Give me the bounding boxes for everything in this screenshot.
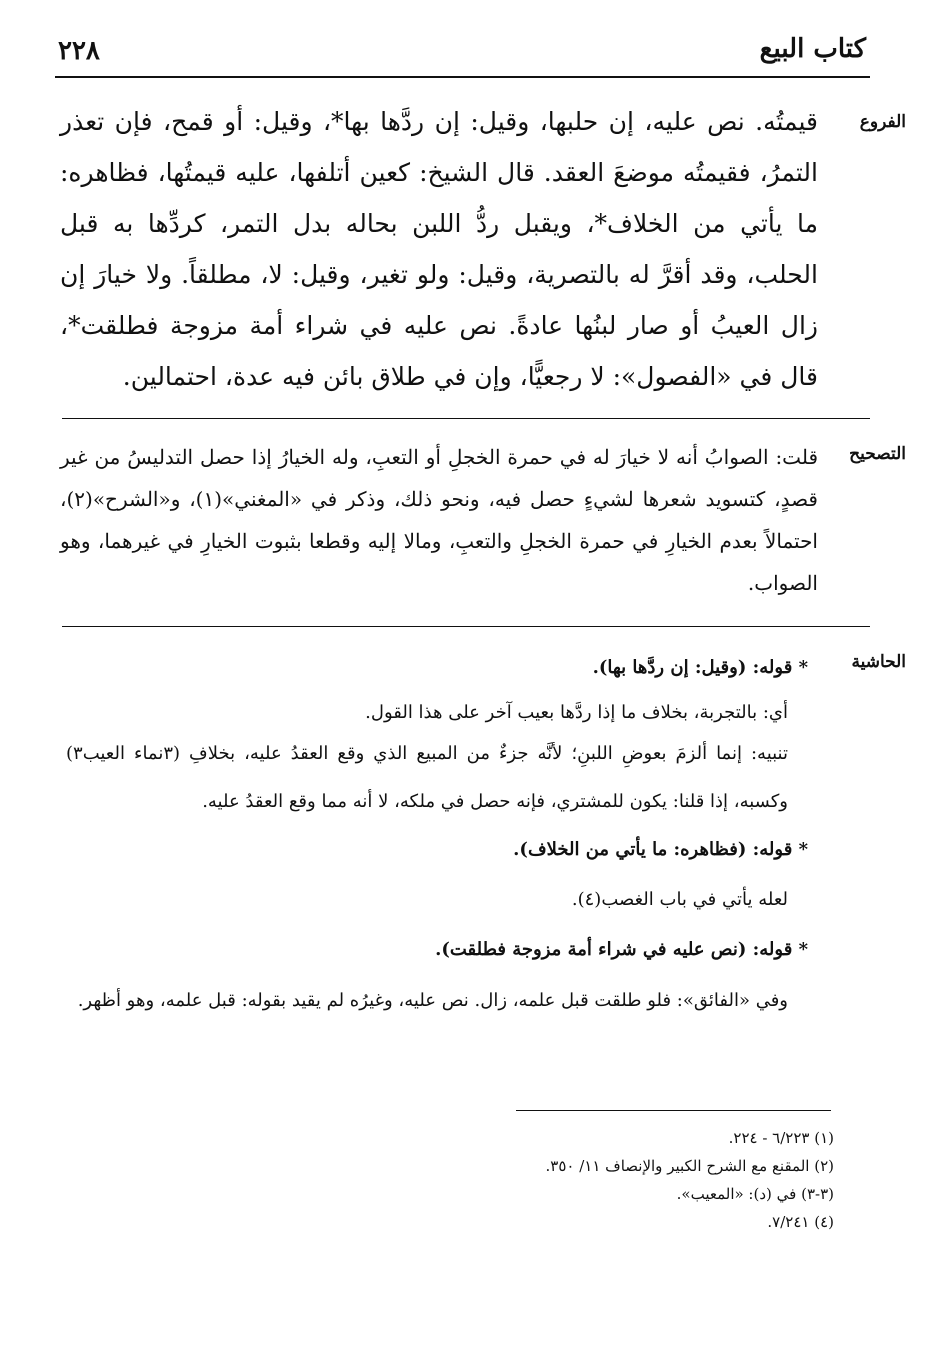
tashih-paragraph: قلت: الصوابُ أنه لا خيارَ له في حمرة الخجلِ أو التعبِ، وله الخيارُ إذا حصل التدليسُ من غير قصدٍ، كتسويد شعرها لشيءٍ حصل فيه، ونحو ذلك، وذكر في «المغني»(١)، و«الشرح»(٢)، احتمالاً بعدم الخيارِ في حمرة الخجلِ والتعبِ، ومالا إليه وقطعا بثبوت الخيارِ في غيرهما، وهو الصواب. (60, 445, 818, 595)
hashiya-entry-1-para-1: أي: بالتجربة، بخلاف ما إذا ردَّها بعيب آخر على هذا القول. (365, 702, 788, 723)
footnotes (545, 1124, 834, 1236)
hashiya-entry-1-para-2: تنبيه: إنما ألزمَ بعوضِ اللبنِ؛ لأنَّه جزءٌ من المبيع الذي وقع العقدُ عليه، بخلافِ (٣نماء العيب٣) وكسبه، إذا قلنا: يكون للمشتري، فإنه حصل في ملكه، لا أنه مما وقع العقدُ عليه. (66, 743, 788, 812)
section-divider-2 (62, 626, 870, 627)
furu-text-block (60, 96, 818, 402)
footnote-4: (٤) ٧/٢٤١. (767, 1213, 834, 1231)
header-rule (55, 76, 870, 78)
furu-paragraph: قيمتُه. نص عليه، إن حلبها، وقيل: إن ردَّها بها*، وقيل: أو قمح، فإن تعذر التمرُ، فقيمتُه موضعَ العقد. قال الشيخ: كعين أتلفها، عليه قيمتُها، فظاهره: ما يأتي من الخلاف*، ويقبل ردُّ اللبن بحاله بدل التمر، كردِّها به قبل الحلب، وقد أقرَّ له بالتصرية، وقيل: ولو تغير، وقيل: لا، مطلقاً. ولا خيارَ إن زال العيبُ أو صار لبنُها عادةً. نص عليه في شراء أمة مزوجة فطلقت*، قال في «الفصول»: لا رجعيًّا، وإن في طلاق بائن فيه عدة، احتمالين. (60, 107, 818, 391)
section-label-tashih: التصحيح (849, 444, 906, 464)
section-label-hashiya: الحاشية (851, 652, 906, 672)
section-label-furu: الفروع (859, 112, 906, 132)
footnote-2: (٢) المقنع مع الشرح الكبير والإنصاف ١١/ ٣٥٠. (545, 1157, 834, 1175)
footnote-rule (516, 1110, 831, 1111)
footnote-3: (٣-٣) في (د): «المعيب». (676, 1185, 834, 1203)
hashiya-entry-1-heading: * قوله: (وقيل: إن ردَّها بها). (592, 657, 808, 678)
tashih-text-block (60, 436, 818, 604)
footnote-1: (١) ٦/٢٢٣ - ٢٢٤. (728, 1129, 834, 1147)
page-number: ٢٢٨ (58, 36, 100, 66)
book-title: كتاب البيع (759, 34, 866, 64)
hashiya-entry-3-heading: * قوله: (نص عليه في شراء أمة مزوجة فطلقت). (435, 939, 808, 960)
section-divider-1 (62, 418, 870, 419)
hashiya-text-block (66, 648, 808, 1022)
hashiya-entry-2-heading: * قوله: (فظاهره: ما يأتي من الخلاف). (513, 839, 808, 860)
hashiya-entry-3-para-1: وفي «الفائق»: فلو طلقت قبل علمه، زال. نص عليه، وغيرُه لم يقيد بقوله: قبل علمه، وهو أظهر. (77, 990, 788, 1011)
hashiya-entry-2-para-1: لعله يأتي في باب الغصب(٤). (571, 889, 788, 910)
